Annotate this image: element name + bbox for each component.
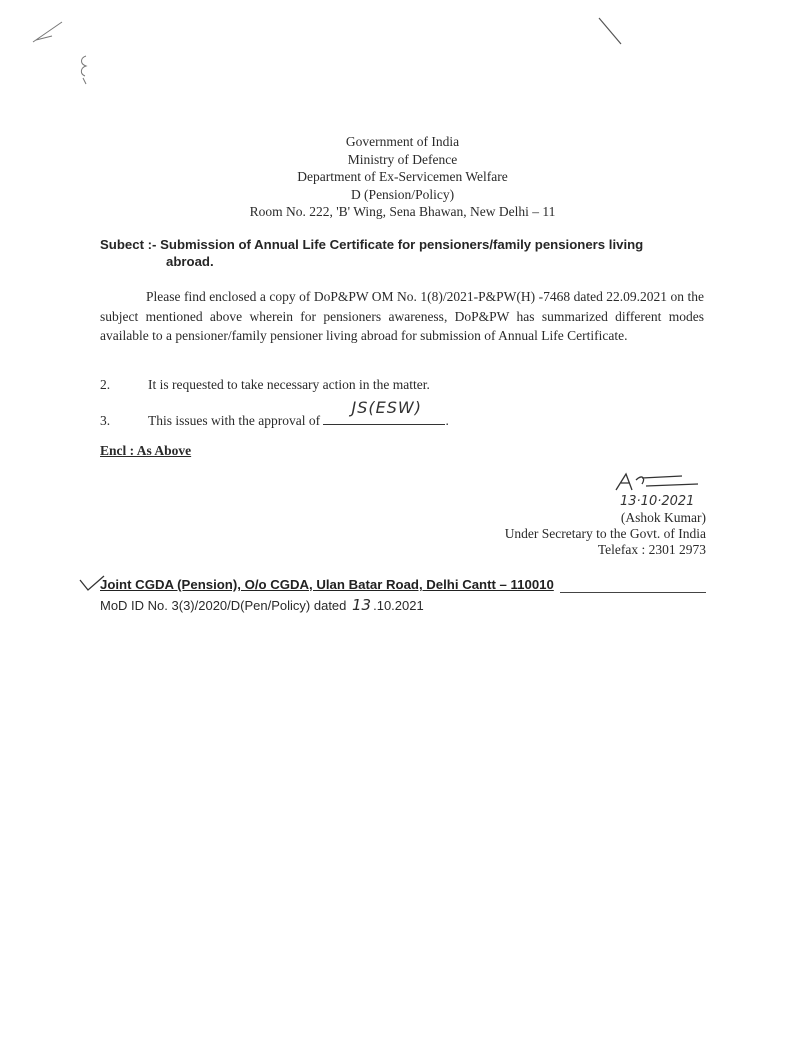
paragraph-2-text: It is requested to take necessary action in the matter.	[148, 377, 430, 392]
margin-squiggle	[81, 56, 86, 84]
reference-prefix: MoD ID No. 3(3)/2020/D(Pen/Policy) dated	[100, 598, 347, 613]
signatory-telefax: Telefax : 2301 2973	[597, 542, 706, 557]
signatory-title: Under Secretary to the Govt. of India	[504, 526, 706, 541]
header-department: Department of Ex-Servicemen Welfare	[297, 169, 508, 184]
reference-suffix: .10.2021	[373, 598, 424, 613]
paragraph-3-text: This issues with the approval of	[148, 413, 321, 428]
header-government: Government of India	[345, 134, 460, 149]
paragraph-3	[100, 398, 449, 429]
paragraph-2	[100, 377, 430, 393]
enclosure-note: Encl : As Above	[100, 443, 192, 458]
addressee: Joint CGDA (Pension), O/o CGDA, Ulan Batar Road, Delhi Cantt – 110010	[100, 577, 554, 592]
paragraph-2-number: 2.	[100, 377, 111, 392]
signatory-name: (Ashok Kumar)	[620, 510, 706, 525]
approval-handwritten: JS(ESW)	[351, 398, 422, 417]
addressee-rule	[560, 592, 706, 593]
subject-text: Submission of Annual Life Certificate for pensioners/family pensioners living	[160, 237, 644, 252]
paragraph-3-number: 3.	[100, 413, 111, 428]
paragraph-3-end: .	[445, 413, 449, 428]
margin-scribbles	[0, 0, 800, 140]
header-ministry: Ministry of Defence	[347, 151, 458, 167]
reference-day-handwritten: 13	[352, 596, 372, 614]
reference-line	[100, 596, 424, 614]
corner-stroke-left	[33, 22, 62, 42]
header-address: Room No. 222, 'B' Wing, Sena Bhawan, New Delhi – 11	[249, 204, 556, 219]
letterhead	[0, 133, 800, 221]
signature-date: 13·10·2021	[620, 494, 695, 509]
corner-stroke-right	[599, 18, 621, 44]
subject-text-cont: abroad.	[166, 254, 214, 269]
approval-blank	[323, 398, 445, 425]
subject-label: Subect :-	[100, 237, 157, 252]
header-division: D (Pension/Policy)	[350, 186, 455, 202]
paragraph-1: Please find enclosed a copy of DoP&PW OM No. 1(8)/2021-P&PW(H) -7468 dated 22.09.2021 on the subject mentioned above wherein for pensioners awareness, DoP&PW has summarized different modes available to a pensioner/family pensioner living abroad for submission of Annual Life Certificate.	[100, 289, 704, 343]
subject-line	[100, 236, 700, 270]
